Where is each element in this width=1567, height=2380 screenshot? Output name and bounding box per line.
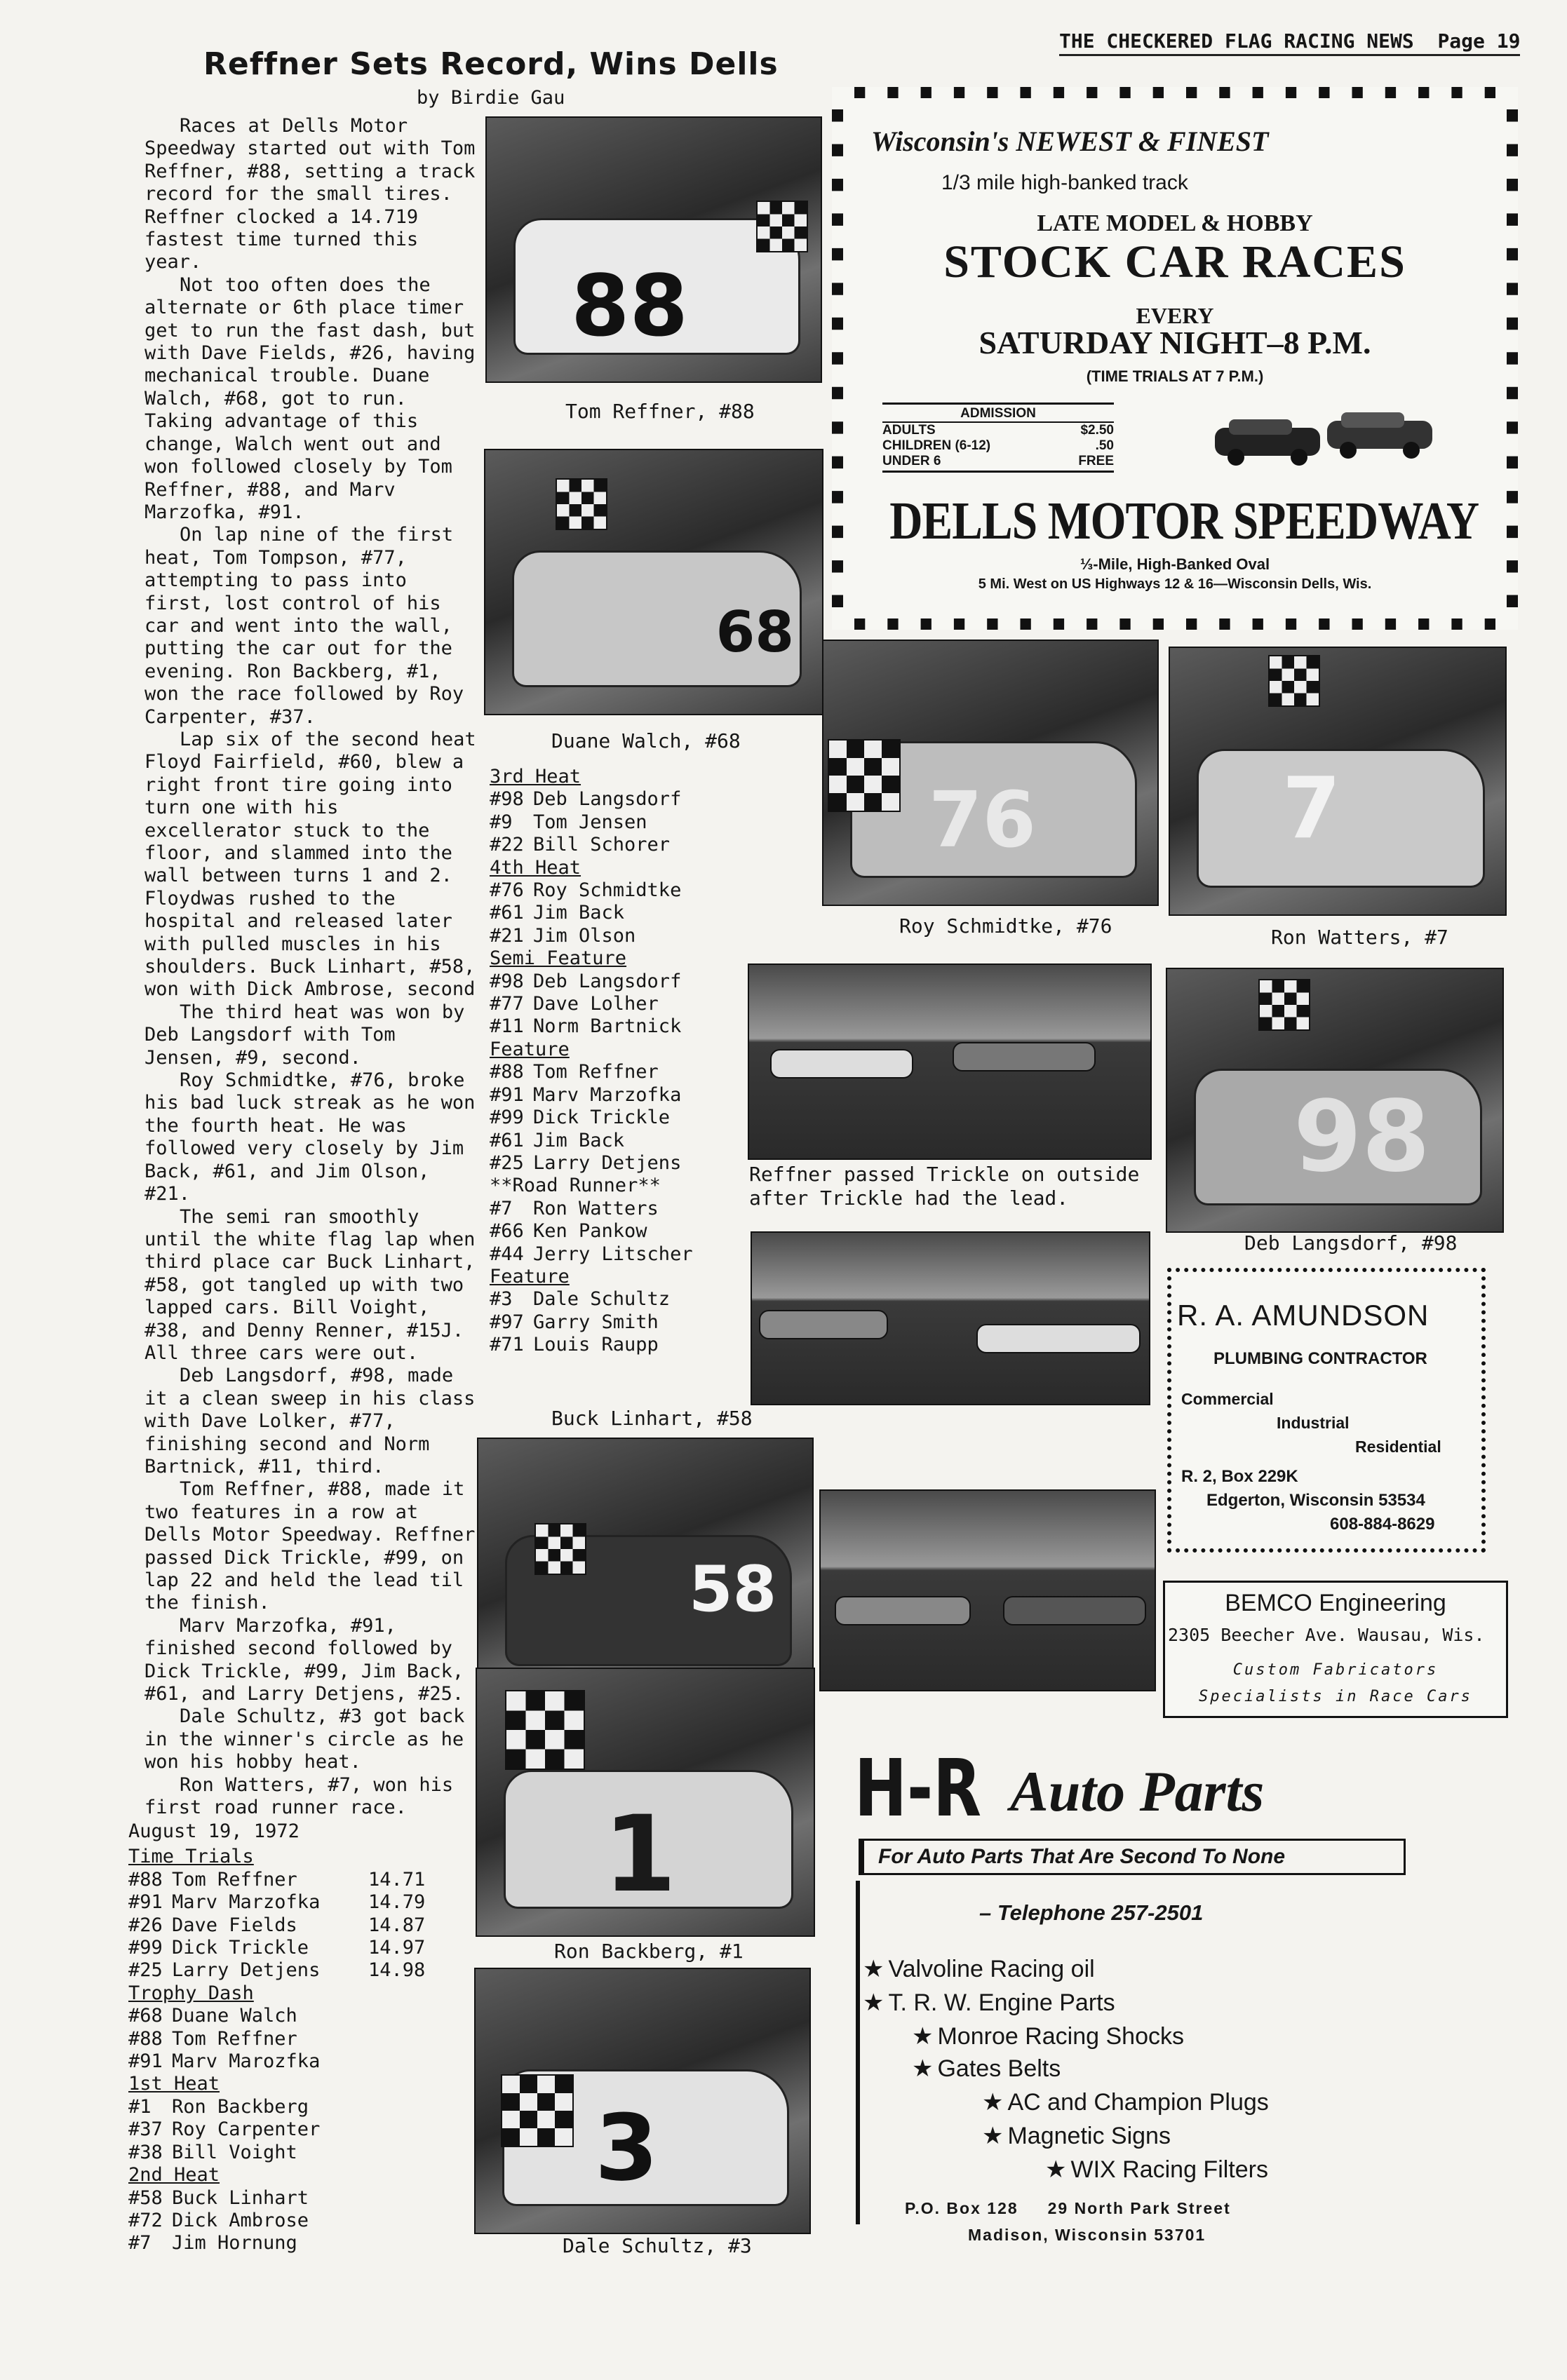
result-row xyxy=(490,993,756,1015)
result-row xyxy=(128,1891,437,1914)
car-number-label: 98 xyxy=(1293,1080,1430,1194)
ad-side-rule xyxy=(856,1881,860,2224)
ad-type: Industrial xyxy=(1277,1414,1350,1432)
car-number-label: 3 xyxy=(595,2095,659,2201)
car-number-label: 88 xyxy=(571,258,688,356)
lap-time: 14.98 xyxy=(368,1959,426,1982)
result-row xyxy=(490,834,756,856)
photo-ron-watters xyxy=(1169,647,1507,916)
car-number: #3 xyxy=(490,1288,513,1311)
result-row xyxy=(490,1107,756,1129)
driver-name: Buck Linhart xyxy=(172,2186,309,2209)
driver-name: Roy Carpenter xyxy=(172,2118,321,2141)
driver-name: Ron Watters xyxy=(533,1197,659,1219)
car-number: #11 xyxy=(490,1015,524,1038)
car-number: #25 xyxy=(128,1959,163,1982)
photo-caption: Duane Walch, #68 xyxy=(551,729,741,752)
car-number: #61 xyxy=(490,902,524,924)
car-number: #99 xyxy=(490,1107,524,1129)
driver-name: Marv Marozfka xyxy=(172,2050,321,2073)
car-number-label: 68 xyxy=(715,600,794,665)
driver-name: Tom Reffner xyxy=(533,1061,659,1083)
article-paragraph: Roy Schmidtke, #76, broke his bad luck streak as he won the fourth heat. He was followed very closely by Jim Back, #61, and Jim Olson, #21. xyxy=(144,1069,476,1205)
car-number: #66 xyxy=(490,1220,524,1243)
photo-buck-linhart xyxy=(477,1438,814,1693)
car-number: #91 xyxy=(490,1083,524,1106)
car-number-label: 1 xyxy=(603,1794,677,1916)
driver-name: Dale Schultz xyxy=(533,1288,671,1311)
section-heading: 3rd Heat xyxy=(490,766,581,787)
star-icon: ★ xyxy=(982,2089,1004,2116)
car-number-label: 7 xyxy=(1282,760,1341,858)
ad-amundson-plumbing xyxy=(1167,1268,1486,1553)
photo-caption: Roy Schmidtke, #76 xyxy=(899,914,1112,938)
article-paragraph: Tom Reffner, #88, made it two features in a row at Dells Motor Speedway. Reffner passed Dick Trickle, #99, on lap 22 and held the lead til the finish. xyxy=(144,1478,476,1614)
car-number: #26 xyxy=(128,1914,163,1936)
car-number: #7 xyxy=(490,1197,513,1219)
ad-address: 2305 Beecher Ave. Wausau, Wis. xyxy=(1168,1625,1485,1645)
ad-logo-letters: H-R xyxy=(854,1743,982,1834)
car-number: #98 xyxy=(490,788,524,811)
driver-name: Ken Pankow xyxy=(533,1220,647,1243)
car-number: #7 xyxy=(128,2232,152,2254)
driver-name: Jim Hornung xyxy=(172,2232,297,2254)
result-row xyxy=(490,925,756,947)
result-row xyxy=(490,1220,756,1243)
driver-name: Garry Smith xyxy=(533,1311,659,1333)
driver-name: Dave Lolher xyxy=(533,993,659,1015)
lap-time: 14.87 xyxy=(368,1914,426,1936)
car-number: #88 xyxy=(128,2027,163,2050)
result-row xyxy=(128,1937,437,1959)
product-name: Monroe Racing Shocks xyxy=(937,2023,1184,2050)
driver-name: Marv Marzofka xyxy=(533,1083,682,1106)
result-row xyxy=(490,1061,756,1083)
car-number: #25 xyxy=(490,1151,524,1174)
car-number: #91 xyxy=(128,2050,163,2073)
ad-address: Edgerton, Wisconsin 53534 xyxy=(1206,1491,1425,1510)
ad-product-item xyxy=(982,2122,1171,2150)
car-number: #71 xyxy=(490,1334,524,1356)
driver-name: Dave Fields xyxy=(172,1914,297,1936)
ad-class-line: LATE MODEL & HOBBY xyxy=(1037,210,1313,236)
result-row xyxy=(490,1015,756,1038)
article-paragraph: The third heat was won by Deb Langsdorf with Tom Jensen, #9, second. xyxy=(144,1001,465,1069)
caption-line: Reffner passed Trickle on outside xyxy=(749,1163,1140,1186)
driver-name: Dick Trickle xyxy=(172,1937,309,1959)
result-row xyxy=(128,1869,437,1891)
result-row xyxy=(128,1914,437,1937)
car-number-label: 58 xyxy=(689,1553,777,1626)
ad-line: Custom Fabricators xyxy=(1232,1661,1439,1679)
car-number: #61 xyxy=(490,1129,524,1151)
car-number: #91 xyxy=(128,1891,163,1914)
section-heading: 1st Heat xyxy=(128,2073,220,2095)
result-row xyxy=(490,1084,756,1107)
ad-slogan: For Auto Parts That Are Second To None xyxy=(859,1839,1406,1875)
result-row xyxy=(128,2210,437,2232)
admission-row xyxy=(882,438,1114,454)
product-name: T. R. W. Engine Parts xyxy=(888,1989,1115,2016)
headline: Reffner Sets Record, Wins Dells xyxy=(203,46,779,82)
page-header xyxy=(1059,29,1520,56)
ad-trade: PLUMBING CONTRACTOR xyxy=(1213,1349,1427,1368)
admission-price: .50 xyxy=(1095,438,1114,453)
car-number: #58 xyxy=(128,2186,163,2209)
section-heading: Feature xyxy=(490,1038,570,1060)
ad-product-item xyxy=(863,1989,1115,2017)
ad-oval: ⅓-Mile, High-Banked Oval xyxy=(1080,555,1270,573)
photo-tom-reffner xyxy=(485,116,822,383)
lap-time: 14.79 xyxy=(368,1891,426,1914)
race-cars-illustration xyxy=(1208,400,1446,477)
car-number: #44 xyxy=(490,1243,524,1265)
photo-caption: Dale Schultz, #3 xyxy=(563,2234,752,2257)
car-number: #88 xyxy=(490,1061,524,1083)
ad-location: 5 Mi. West on US Highways 12 & 16—Wisconsin Dells, Wis. xyxy=(978,576,1372,592)
ad-logo-script: Auto Parts xyxy=(1010,1759,1265,1823)
ad-hr-auto-parts xyxy=(849,1743,1522,2248)
driver-name: Roy Schmidtke xyxy=(533,879,682,902)
result-row xyxy=(128,2232,437,2254)
driver-name: Jim Back xyxy=(533,1129,625,1151)
result-row xyxy=(490,879,756,902)
results-middle xyxy=(490,766,756,1357)
product-name: AC and Champion Plugs xyxy=(1007,2089,1269,2116)
article-paragraph: On lap nine of the first heat, Tom Tompson, #77, attempting to pass into first, lost control of his car and went into the wall, putting the car out for the evening. Ron Backberg, #1, won the race followed by Roy Carpenter, #37. xyxy=(144,524,464,728)
ad-company-name: R. A. AMUNDSON xyxy=(1177,1299,1430,1332)
admission-price: $2.50 xyxy=(1080,423,1114,438)
ad-headline: STOCK CAR RACES xyxy=(943,236,1406,288)
results-section xyxy=(128,2164,437,2255)
car-number: #98 xyxy=(490,970,524,992)
result-row xyxy=(490,1198,756,1220)
byline: by Birdie Gau xyxy=(417,87,565,109)
article-paragraph: Races at Dells Motor Speedway started out with Tom Reffner, #88, setting a track record for the small tires. Reffner clocked a 14.719 fastest time turned this year. xyxy=(144,115,476,273)
driver-name: Larry Detjens xyxy=(172,1959,321,1982)
photo-duane-walch xyxy=(484,449,823,715)
star-icon: ★ xyxy=(863,1989,885,2016)
article-paragraph: Not too often does the alternate or 6th place timer get to run the fast dash, but with Dave Fields, #26, having mechanical trouble. Duane Walch, #68, got to run. Taking advantage of this change, Walch went out and won followed closely by Tom Reffner, #88, and Marv Marzofka, #91. xyxy=(144,273,476,523)
section-heading: Trophy Dash xyxy=(128,1982,254,2004)
photo-caption: Ron Watters, #7 xyxy=(1271,926,1448,949)
driver-name: Deb Langsdorf xyxy=(533,788,682,811)
result-row xyxy=(490,788,756,811)
car-number: #21 xyxy=(490,924,524,947)
car-number: #37 xyxy=(128,2118,163,2141)
results-section xyxy=(128,1846,437,1982)
photo-caption-race xyxy=(749,1163,1139,1210)
page-number: Page 19 xyxy=(1437,29,1521,53)
ad-address: P.O. Box 128 29 North Park Street xyxy=(905,2199,1231,2217)
ad-night: SATURDAY NIGHT–8 P.M. xyxy=(978,325,1371,360)
results-section xyxy=(128,2073,437,2164)
article-paragraph: Marv Marzofka, #91, finished second followed by Dick Trickle, #99, Jim Back, #61, and Larry Detjens, #25. xyxy=(144,1614,464,1705)
admission-label: UNDER 6 xyxy=(882,454,941,468)
ad-product-item xyxy=(863,1955,1095,1983)
ad-product-item xyxy=(1045,2156,1268,2184)
results-section xyxy=(128,1982,437,2074)
car-number-label: 76 xyxy=(929,775,1037,865)
driver-name: Jim Olson xyxy=(533,924,636,947)
ad-time-trials: (TIME TRIALS AT 7 P.M.) xyxy=(1086,367,1264,385)
ad-company-name: BEMCO Engineering xyxy=(1225,1590,1446,1616)
car-number: #77 xyxy=(490,993,524,1015)
result-row xyxy=(490,1334,756,1356)
publication-name: THE CHECKERED FLAG RACING NEWS xyxy=(1059,29,1414,53)
ad-line: Specialists in Race Cars xyxy=(1199,1688,1472,1705)
driver-name: Jerry Litscher xyxy=(533,1243,693,1265)
result-row xyxy=(128,2118,437,2141)
admission-price: FREE xyxy=(1078,454,1114,468)
driver-name: Deb Langsdorf xyxy=(533,970,682,992)
photo-race-action xyxy=(819,1489,1156,1691)
result-row xyxy=(128,2005,437,2027)
car-number: #68 xyxy=(128,2005,163,2027)
car-number: #72 xyxy=(128,2209,163,2231)
driver-name: Larry Detjens xyxy=(533,1151,682,1174)
star-icon: ★ xyxy=(912,2023,934,2050)
driver-name: Dick Ambrose xyxy=(172,2209,309,2231)
driver-name: Tom Reffner xyxy=(172,2027,297,2050)
car-number: #1 xyxy=(128,2095,152,2118)
driver-name: Ron Backberg xyxy=(172,2095,309,2118)
admission-row xyxy=(882,454,1114,469)
driver-name: Jim Back xyxy=(533,902,625,924)
driver-name: Tom Jensen xyxy=(533,811,647,833)
star-icon: ★ xyxy=(863,1956,885,1982)
photo-caption: Tom Reffner, #88 xyxy=(565,400,755,423)
driver-name: Louis Raupp xyxy=(533,1334,659,1356)
ad-tagline: Wisconsin's NEWEST & FINEST xyxy=(871,126,1269,157)
ad-every: EVERY xyxy=(1136,303,1214,328)
ad-speedway-name: DELLS MOTOR SPEEDWAY xyxy=(889,492,1479,550)
product-name: Gates Belts xyxy=(937,2055,1061,2082)
section-heading: **Road Runner** xyxy=(490,1175,661,1197)
driver-name: Tom Reffner xyxy=(172,1868,297,1891)
car-number: #97 xyxy=(490,1311,524,1333)
admission-heading: ADMISSION xyxy=(882,406,1114,423)
car-number: #38 xyxy=(128,2141,163,2163)
result-row xyxy=(490,1152,756,1175)
ad-address: Madison, Wisconsin 53701 xyxy=(968,2226,1206,2244)
product-name: Valvoline Racing oil xyxy=(888,1956,1095,1982)
driver-name: Bill Voight xyxy=(172,2141,297,2163)
result-row xyxy=(128,2028,437,2050)
admission-table xyxy=(882,403,1114,473)
photo-dale-schultz xyxy=(474,1968,811,2234)
driver-name: Norm Bartnick xyxy=(533,1015,682,1038)
photo-caption: Buck Linhart, #58 xyxy=(551,1407,753,1430)
caption-line: after Trickle had the lead. xyxy=(749,1186,1069,1210)
ad-product-item xyxy=(912,2055,1061,2083)
driver-name: Duane Walch xyxy=(172,2005,297,2027)
article-body xyxy=(144,115,478,1819)
result-row xyxy=(490,1243,756,1266)
photo-deb-langsdorf xyxy=(1166,968,1504,1233)
section-heading: 2nd Heat xyxy=(128,2164,220,2186)
lap-time: 14.97 xyxy=(368,1937,426,1959)
driver-name: Dick Trickle xyxy=(533,1107,671,1129)
result-row xyxy=(490,971,756,993)
section-heading: 4th Heat xyxy=(490,856,581,879)
result-row xyxy=(128,2142,437,2164)
ad-phone: – Telephone 257-2501 xyxy=(979,1900,1204,1925)
ad-product-item xyxy=(912,2022,1184,2050)
result-row xyxy=(490,1311,756,1334)
result-row xyxy=(128,1959,437,1982)
section-heading: Time Trials xyxy=(128,1846,254,1868)
ad-type: Commercial xyxy=(1181,1390,1274,1408)
photo-caption: Ron Backberg, #1 xyxy=(554,1940,744,1963)
photo-race-action xyxy=(751,1231,1150,1405)
article-paragraph: Lap six of the second heat Floyd Fairfield, #60, blew a right front tire going into turn one with his excellerator stuck to the floor, and slammed into the wall between turns 1 and 2. Floydwas rushed to the hospital and released later with pulled muscles in his shoulders. Buck Linhart, #58, won with Dick Ambrose, second xyxy=(144,728,476,1001)
star-icon: ★ xyxy=(982,2123,1004,2149)
product-name: Magnetic Signs xyxy=(1007,2123,1171,2149)
car-number: #76 xyxy=(490,879,524,902)
ad-phone: 608-884-8629 xyxy=(1330,1515,1435,1534)
star-icon: ★ xyxy=(912,2055,934,2082)
photo-caption: Deb Langsdorf, #98 xyxy=(1244,1231,1458,1255)
ad-product-item xyxy=(982,2088,1269,2116)
admission-label: CHILDREN (6-12) xyxy=(882,438,991,453)
ad-track: 1/3 mile high-banked track xyxy=(941,171,1188,194)
result-row xyxy=(128,2050,437,2073)
result-row xyxy=(490,811,756,834)
ad-bemco-engineering xyxy=(1163,1581,1508,1718)
result-row xyxy=(490,1130,756,1152)
article-paragraph: Deb Langsdorf, #98, made it a clean sweep in his class with Dave Lolker, #77, finishing second and Norm Bartnick, #11, third. xyxy=(144,1365,476,1478)
result-row xyxy=(490,902,756,924)
result-row xyxy=(490,1288,756,1311)
admission-label: ADULTS xyxy=(882,423,936,438)
result-row xyxy=(128,2187,437,2210)
result-row xyxy=(128,2096,437,2118)
article-paragraph: Dale Schultz, #3 got back in the winner's circle as he won his hobby heat. xyxy=(144,1705,465,1773)
ad-dells-motor-speedway xyxy=(832,87,1518,630)
car-number: #88 xyxy=(128,1868,163,1891)
photo-ron-backberg xyxy=(476,1668,815,1937)
product-name: WIX Racing Filters xyxy=(1070,2156,1268,2183)
race-date: August 19, 1972 xyxy=(128,1820,300,1842)
car-number: #99 xyxy=(128,1937,163,1959)
lap-time: 14.71 xyxy=(368,1868,426,1891)
star-icon: ★ xyxy=(1045,2156,1067,2183)
results-left xyxy=(128,1820,437,2255)
photo-race-action xyxy=(748,964,1152,1160)
photo-roy-schmidtke xyxy=(822,640,1159,906)
section-heading: Feature xyxy=(490,1265,570,1287)
ad-type: Residential xyxy=(1355,1438,1441,1456)
driver-name: Bill Schorer xyxy=(533,834,671,856)
article-paragraph: The semi ran smoothly until the white flag lap when third place car Buck Linhart, #58, got tangled up with two lapped cars. Bill Voight, #38, and Denny Renner, #15J. All three cars were out. xyxy=(144,1205,476,1364)
driver-name: Marv Marzofka xyxy=(172,1891,321,1914)
car-number: #9 xyxy=(490,811,513,833)
article-paragraph: Ron Watters, #7, won his first road runner race. xyxy=(144,1773,454,1819)
ad-address: R. 2, Box 229K xyxy=(1181,1467,1298,1486)
car-number: #22 xyxy=(490,834,524,856)
admission-row xyxy=(882,423,1114,438)
section-heading: Semi Feature xyxy=(490,947,627,970)
